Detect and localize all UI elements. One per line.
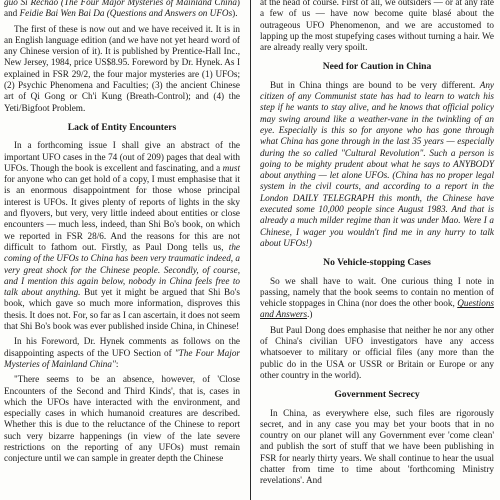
section-heading: No Vehicle-stopping Cases [323, 257, 431, 269]
text-run: .) [307, 309, 313, 320]
section-heading: Need for Caution in China [322, 61, 432, 73]
paragraph: In China, as everywhere else, such files are rigorously secret, and in any case you may bet your boots that in no country on our planet will any Government ever 'come clean' and publish the sort of stuff that we have been publishing in FSR for nearly thirty years. We shall continue to hear the usual chatter from time to time about 'forthcoming Ministry revelations'. And [260, 407, 494, 486]
paragraph [260, 276, 494, 321]
text-run: "The Four Major Mysteries of Mainland China" [4, 347, 240, 369]
text-run: Any citizen of any Communist state has had to learn to watch his step if he wants to stay alive, and he knows that official policy may swing around like a weather-vane in the twinkling of an eye. Especially is this so for anyone who has gone through what China has gone through in the last 35 years — especially during the so called "Cultural Revolution". Such a person is going to be mighty prudent about what he says to ANYBODY about anything — let alone UFOs. (China has no proper legal system in the civil courts, and according to a report in the London DAILY TELEGRAPH this month, the Chinese have executed some 10,000 people since August 1983. And that is already a much milder regime than it was under Mao. Were I a Chinese, I wager you wouldn't find me in any hurry to talk about UFOs!) [260, 79, 494, 248]
text-run: must [222, 162, 240, 173]
paragraph [260, 80, 494, 249]
text-run: for anyone who can get hold of a copy, I must emphasise that it is an enormous disappointment for those whose principal interest is UFOs. It gives plenty of reports of lights in the sky and flyovers, but very, very little indeed about entities or close encounters — much less, indeed, than Shi Bo's book, on which we reported in FSR 28/6. And the reasons for this are not difficult to fathom out. Firstly, as Paul Dong tells us, [4, 174, 240, 252]
title-fragment: Feidie Bai Wen Bai Da [19, 8, 105, 19]
title-fragment: (Questions and Answers on UFOs [104, 8, 233, 19]
paragraph: The first of these is now out and we have received it. It is in an English language edition (and we have not yet heard word of any Chinese version of it). It is published by Prentice-Hall Inc., New Jersey, 1984, price US$8.95. Foreword by Dr. Hynek. As I explained in FSR 29/2, the four major mysteries are (1) UFOs; (2) Psychic Phenomena and Faculties; (3) the ancient Chinese art of Qi Gong or Ch'i Kung (Breath-Control); and (4) the Yeti/Bigfoot Problem. [4, 23, 240, 113]
title-fragment: ) and [4, 0, 240, 19]
section-heading: Lack of Entity Encounters [67, 121, 177, 133]
text-run: In a forthcoming issue I shall give an abstract of the important UFO cases in the 74 (out of 209) pages that deal with UFOs. Though the book is excellent and fascinating, and a [4, 140, 240, 173]
column-divider [250, 0, 251, 500]
text-run: But in China things are bound to be very different. [270, 79, 480, 90]
text-run: : [115, 358, 119, 369]
paragraph [4, 140, 240, 332]
book-titles-fragment [4, 0, 240, 20]
left-column [4, 0, 240, 469]
text-run: But yet it might be argued that Shi Bo's book, which gave so much more information, disproves this thesis. It does not. For, so far as I can ascertain, it does not seem that Shi Bo's book was ever published inside China, in Chinese! [4, 287, 240, 332]
text-run: In his Foreword, Dr. Hynek comments as follows on the disappointing aspects of the UFO Section of [4, 336, 240, 358]
text-run: Questions and Answers [260, 298, 494, 320]
section-heading: Government Secrecy [334, 389, 420, 401]
title-fragment: guo Si Rechao [4, 0, 59, 7]
text-run: So we shall have to wait. One curious thing I note in passing, namely that the book seems to contain no mention of vehicle stoppages in China (nor does the other book, [260, 275, 494, 309]
right-column [260, 0, 494, 491]
title-fragment: ). [232, 8, 238, 19]
text-run: the coming of the UFOs to China has been very traumatic indeed, a very great shock for the Chinese people. Secondly, of course, and I mention this again below, nobody in China feels free to talk about anything. [4, 241, 240, 298]
paragraph [4, 336, 240, 370]
paragraph: But Paul Dong does emphasise that neither he nor any other of China's civilian UFO investigators have any access whatsoever to military or official files (any more than the public do in the USA or USSR or Britain or Europe or any other country in the world). [260, 324, 494, 380]
paragraph: at the head of course. First of all, we outsiders — or at any rate a few of us — have now become quite blasé about the outrageous UFO Phenomenon, and we are accustomed to lapping up the most stupefying cases without turning a hair. We are already really very spoilt. [260, 0, 494, 53]
title-fragment: (The Four Major Mysteries of Mainland China [58, 0, 237, 7]
quote-paragraph: "There seems to be an absence, however, of 'Close Encounters of the Second and Third Kinds', that is, cases in which the UFOs have interacted with the environment, and especially cases in which humanoid creatures are described. Whether this is due to the reluctance of the Chinese to report such very bizarre happenings (in view of the late severe restrictions on the reporting of any UFOs) must remain conjecture until we can sample in greater depth the Chinese [4, 374, 240, 464]
